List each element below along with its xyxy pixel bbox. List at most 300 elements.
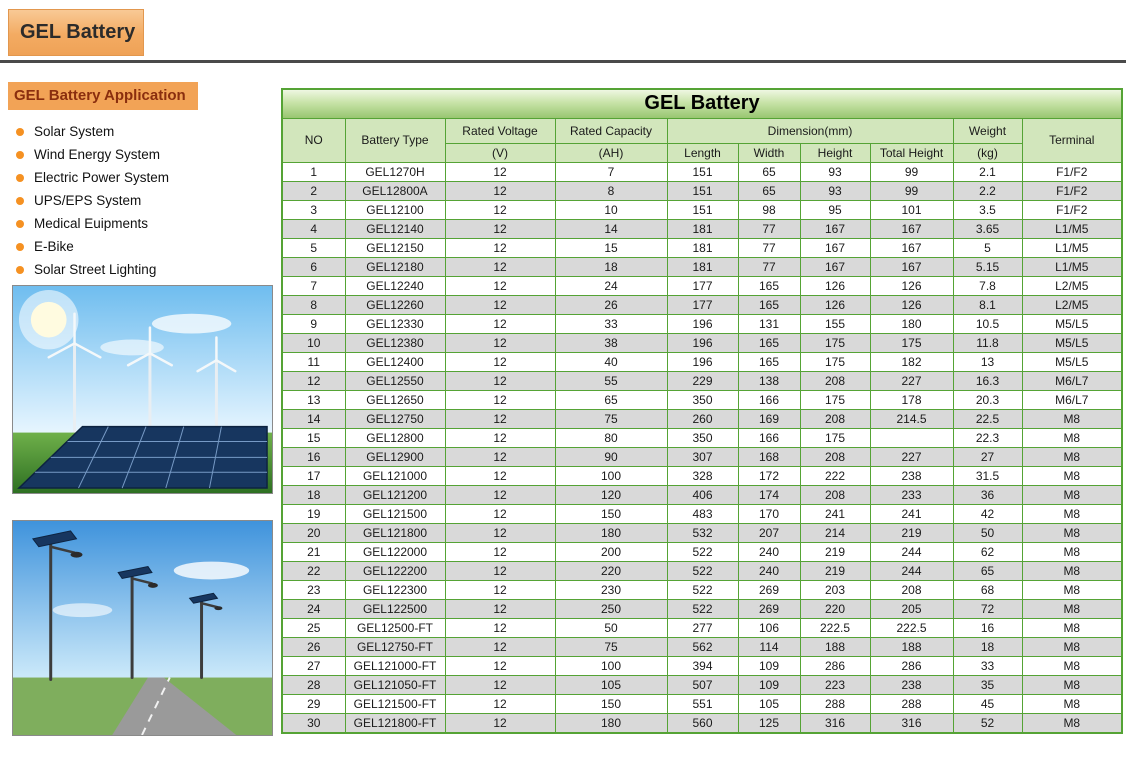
table-cell: 65 bbox=[738, 181, 800, 200]
table-cell: 100 bbox=[555, 466, 667, 485]
table-cell: 18 bbox=[555, 257, 667, 276]
table-cell: GEL122300 bbox=[345, 580, 445, 599]
table-cell: M6/L7 bbox=[1022, 390, 1122, 409]
bullet-icon bbox=[16, 174, 24, 182]
table-cell: 168 bbox=[738, 447, 800, 466]
table-cell: 220 bbox=[555, 561, 667, 580]
table-cell: 167 bbox=[800, 238, 870, 257]
col-header-total-height: Total Height bbox=[870, 143, 953, 162]
table-cell: 180 bbox=[555, 713, 667, 733]
table-cell: 50 bbox=[555, 618, 667, 637]
table-cell: 109 bbox=[738, 656, 800, 675]
table-cell: 238 bbox=[870, 675, 953, 694]
table-cell: GEL12260 bbox=[345, 295, 445, 314]
table-cell: 100 bbox=[555, 656, 667, 675]
table-cell: 4 bbox=[282, 219, 345, 238]
table-cell: 27 bbox=[953, 447, 1022, 466]
table-cell: 55 bbox=[555, 371, 667, 390]
table-cell: 98 bbox=[738, 200, 800, 219]
table-cell: 29 bbox=[282, 694, 345, 713]
table-cell: 175 bbox=[800, 428, 870, 447]
battery-spec-table-wrap bbox=[281, 88, 1121, 734]
table-row bbox=[282, 314, 1122, 333]
table-row bbox=[282, 504, 1122, 523]
table-row bbox=[282, 675, 1122, 694]
table-cell: 200 bbox=[555, 542, 667, 561]
table-row bbox=[282, 694, 1122, 713]
table-cell: 15 bbox=[282, 428, 345, 447]
table-cell: 12 bbox=[445, 637, 555, 656]
table-cell: 350 bbox=[667, 390, 738, 409]
table-cell: 3.65 bbox=[953, 219, 1022, 238]
table-cell: 12 bbox=[445, 409, 555, 428]
table-cell: 3.5 bbox=[953, 200, 1022, 219]
table-cell: 12 bbox=[445, 542, 555, 561]
table-cell: 5 bbox=[953, 238, 1022, 257]
table-cell: 16 bbox=[953, 618, 1022, 637]
table-cell: 12 bbox=[445, 295, 555, 314]
solar-panels-and-wind-turbines-photo bbox=[12, 285, 273, 494]
table-cell: 208 bbox=[800, 485, 870, 504]
table-cell: 24 bbox=[555, 276, 667, 295]
table-cell: 175 bbox=[870, 333, 953, 352]
table-cell: 31.5 bbox=[953, 466, 1022, 485]
table-cell: 17 bbox=[282, 466, 345, 485]
table-cell: 222 bbox=[800, 466, 870, 485]
table-cell: 12 bbox=[445, 599, 555, 618]
table-row bbox=[282, 238, 1122, 257]
table-cell: 151 bbox=[667, 181, 738, 200]
table-cell: 75 bbox=[555, 637, 667, 656]
table-cell: 22.3 bbox=[953, 428, 1022, 447]
table-cell: 208 bbox=[800, 409, 870, 428]
table-cell: 14 bbox=[282, 409, 345, 428]
table-cell: 12 bbox=[445, 181, 555, 200]
table-cell: 288 bbox=[870, 694, 953, 713]
bullet-icon bbox=[16, 197, 24, 205]
table-cell: 394 bbox=[667, 656, 738, 675]
col-header-rated-capacity: Rated Capacity bbox=[555, 118, 667, 143]
table-cell: GEL121000-FT bbox=[345, 656, 445, 675]
table-cell: 181 bbox=[667, 238, 738, 257]
top-divider bbox=[0, 60, 1126, 63]
table-cell: 77 bbox=[738, 219, 800, 238]
table-cell: 65 bbox=[738, 162, 800, 181]
table-cell: 219 bbox=[800, 561, 870, 580]
table-cell: 8 bbox=[282, 295, 345, 314]
bullet-icon bbox=[16, 128, 24, 136]
table-cell: 25 bbox=[282, 618, 345, 637]
table-cell: GEL12550 bbox=[345, 371, 445, 390]
table-cell: 11.8 bbox=[953, 333, 1022, 352]
application-list-item bbox=[8, 258, 280, 281]
table-cell: 30 bbox=[282, 713, 345, 733]
table-cell: 177 bbox=[667, 295, 738, 314]
table-cell: 244 bbox=[870, 542, 953, 561]
table-cell: GEL12240 bbox=[345, 276, 445, 295]
table-cell: 3 bbox=[282, 200, 345, 219]
table-cell: 167 bbox=[870, 257, 953, 276]
table-cell: 5 bbox=[282, 238, 345, 257]
table-header-row-1 bbox=[282, 118, 1122, 143]
application-header: GEL Battery Application bbox=[8, 82, 198, 110]
solar-street-lights-photo bbox=[12, 520, 273, 736]
table-cell: 5.15 bbox=[953, 257, 1022, 276]
table-cell bbox=[870, 428, 953, 447]
table-cell: GEL121200 bbox=[345, 485, 445, 504]
table-cell: 269 bbox=[738, 580, 800, 599]
table-cell: 42 bbox=[953, 504, 1022, 523]
table-cell: M8 bbox=[1022, 580, 1122, 599]
col-header-width: Width bbox=[738, 143, 800, 162]
table-cell: 167 bbox=[800, 257, 870, 276]
table-cell: F1/F2 bbox=[1022, 181, 1122, 200]
table-cell: 6 bbox=[282, 257, 345, 276]
table-cell: GEL12900 bbox=[345, 447, 445, 466]
table-row bbox=[282, 618, 1122, 637]
table-cell: L1/M5 bbox=[1022, 219, 1122, 238]
table-cell: GEL1270H bbox=[345, 162, 445, 181]
col-header-capacity-unit: (AH) bbox=[555, 143, 667, 162]
table-cell: 196 bbox=[667, 333, 738, 352]
table-cell: 532 bbox=[667, 523, 738, 542]
table-row bbox=[282, 257, 1122, 276]
table-cell: 11 bbox=[282, 352, 345, 371]
table-cell: 126 bbox=[800, 295, 870, 314]
table-cell: L2/M5 bbox=[1022, 295, 1122, 314]
table-row bbox=[282, 485, 1122, 504]
table-cell: L2/M5 bbox=[1022, 276, 1122, 295]
table-cell: GEL12400 bbox=[345, 352, 445, 371]
table-cell: 23 bbox=[282, 580, 345, 599]
table-cell: GEL122200 bbox=[345, 561, 445, 580]
table-row bbox=[282, 181, 1122, 200]
table-cell: M8 bbox=[1022, 466, 1122, 485]
table-cell: 172 bbox=[738, 466, 800, 485]
table-cell: 167 bbox=[800, 219, 870, 238]
table-cell: 155 bbox=[800, 314, 870, 333]
table-cell: 169 bbox=[738, 409, 800, 428]
table-row bbox=[282, 219, 1122, 238]
table-cell: 21 bbox=[282, 542, 345, 561]
table-row bbox=[282, 561, 1122, 580]
table-cell: 138 bbox=[738, 371, 800, 390]
table-cell: 196 bbox=[667, 314, 738, 333]
table-cell: 126 bbox=[870, 295, 953, 314]
table-cell: 522 bbox=[667, 542, 738, 561]
table-row bbox=[282, 447, 1122, 466]
table-cell: 167 bbox=[870, 238, 953, 257]
table-cell: 250 bbox=[555, 599, 667, 618]
table-cell: 20.3 bbox=[953, 390, 1022, 409]
table-cell: 522 bbox=[667, 599, 738, 618]
table-cell: GEL121050-FT bbox=[345, 675, 445, 694]
table-cell: 12 bbox=[445, 352, 555, 371]
table-cell: 240 bbox=[738, 542, 800, 561]
table-cell: 12 bbox=[445, 447, 555, 466]
table-title-row bbox=[282, 89, 1122, 118]
table-cell: M5/L5 bbox=[1022, 314, 1122, 333]
table-cell: GEL122500 bbox=[345, 599, 445, 618]
table-cell: 12 bbox=[445, 371, 555, 390]
table-cell: 15 bbox=[555, 238, 667, 257]
application-item-label: E-Bike bbox=[34, 239, 74, 254]
table-cell: 522 bbox=[667, 561, 738, 580]
table-cell: 12 bbox=[445, 314, 555, 333]
table-cell: 109 bbox=[738, 675, 800, 694]
table-cell: 12 bbox=[445, 466, 555, 485]
table-cell: L1/M5 bbox=[1022, 257, 1122, 276]
table-row bbox=[282, 637, 1122, 656]
table-row bbox=[282, 466, 1122, 485]
col-header-rated-voltage: Rated Voltage bbox=[445, 118, 555, 143]
table-row bbox=[282, 162, 1122, 181]
table-cell: 241 bbox=[800, 504, 870, 523]
table-cell: 12 bbox=[445, 504, 555, 523]
table-cell: M8 bbox=[1022, 428, 1122, 447]
col-header-dimension: Dimension(mm) bbox=[667, 118, 953, 143]
table-cell: M6/L7 bbox=[1022, 371, 1122, 390]
table-cell: 205 bbox=[870, 599, 953, 618]
table-cell: 33 bbox=[555, 314, 667, 333]
table-cell: L1/M5 bbox=[1022, 238, 1122, 257]
table-cell: 9 bbox=[282, 314, 345, 333]
table-cell: 182 bbox=[870, 352, 953, 371]
table-cell: GEL12330 bbox=[345, 314, 445, 333]
table-cell: GEL12500-FT bbox=[345, 618, 445, 637]
table-cell: 2.2 bbox=[953, 181, 1022, 200]
table-cell: GEL121800-FT bbox=[345, 713, 445, 733]
table-cell: 7 bbox=[282, 276, 345, 295]
table-cell: 170 bbox=[738, 504, 800, 523]
table-cell: 233 bbox=[870, 485, 953, 504]
table-cell: 65 bbox=[953, 561, 1022, 580]
table-cell: M8 bbox=[1022, 485, 1122, 504]
table-cell: 483 bbox=[667, 504, 738, 523]
table-cell: 165 bbox=[738, 352, 800, 371]
application-list-item bbox=[8, 166, 280, 189]
table-cell: M8 bbox=[1022, 561, 1122, 580]
table-cell: 307 bbox=[667, 447, 738, 466]
table-cell: 180 bbox=[555, 523, 667, 542]
table-cell: 196 bbox=[667, 352, 738, 371]
table-cell: 105 bbox=[555, 675, 667, 694]
table-cell: 12 bbox=[445, 675, 555, 694]
table-cell: M8 bbox=[1022, 637, 1122, 656]
application-list-item bbox=[8, 143, 280, 166]
table-cell: GEL12800A bbox=[345, 181, 445, 200]
table-cell: 77 bbox=[738, 238, 800, 257]
application-item-label: Solar Street Lighting bbox=[34, 262, 157, 277]
table-cell: 12 bbox=[445, 390, 555, 409]
battery-table-body bbox=[282, 162, 1122, 733]
table-cell: 12 bbox=[445, 580, 555, 599]
table-cell: 8 bbox=[555, 181, 667, 200]
table-cell: 166 bbox=[738, 428, 800, 447]
table-cell: 244 bbox=[870, 561, 953, 580]
table-cell: 165 bbox=[738, 276, 800, 295]
table-cell: 222.5 bbox=[870, 618, 953, 637]
table-cell: 208 bbox=[800, 447, 870, 466]
table-cell: GEL121500 bbox=[345, 504, 445, 523]
table-cell: 175 bbox=[800, 333, 870, 352]
table-cell: 181 bbox=[667, 219, 738, 238]
table-cell: 188 bbox=[870, 637, 953, 656]
table-cell: GEL121500-FT bbox=[345, 694, 445, 713]
table-cell: 16.3 bbox=[953, 371, 1022, 390]
table-cell: 90 bbox=[555, 447, 667, 466]
table-row bbox=[282, 599, 1122, 618]
table-cell: F1/F2 bbox=[1022, 200, 1122, 219]
table-row bbox=[282, 580, 1122, 599]
col-header-no: NO bbox=[282, 118, 345, 162]
table-cell: 150 bbox=[555, 694, 667, 713]
table-cell: 93 bbox=[800, 181, 870, 200]
table-cell: M8 bbox=[1022, 618, 1122, 637]
table-cell: 240 bbox=[738, 561, 800, 580]
table-cell: 13 bbox=[953, 352, 1022, 371]
table-cell: 10 bbox=[555, 200, 667, 219]
col-header-voltage-unit: (V) bbox=[445, 143, 555, 162]
table-row bbox=[282, 390, 1122, 409]
application-list-item bbox=[8, 120, 280, 143]
table-cell: M8 bbox=[1022, 599, 1122, 618]
table-cell: M5/L5 bbox=[1022, 333, 1122, 352]
table-cell: 178 bbox=[870, 390, 953, 409]
table-cell: 12 bbox=[445, 694, 555, 713]
table-cell: 214 bbox=[800, 523, 870, 542]
table-cell: 277 bbox=[667, 618, 738, 637]
bullet-icon bbox=[16, 151, 24, 159]
application-item-label: Electric Power System bbox=[34, 170, 170, 185]
brand-title-box bbox=[8, 9, 144, 56]
table-cell: 560 bbox=[667, 713, 738, 733]
application-item-label: Wind Energy System bbox=[34, 147, 161, 162]
table-cell: 214.5 bbox=[870, 409, 953, 428]
table-cell: M5/L5 bbox=[1022, 352, 1122, 371]
table-cell: 316 bbox=[800, 713, 870, 733]
table-cell: 8.1 bbox=[953, 295, 1022, 314]
table-cell: 286 bbox=[870, 656, 953, 675]
col-header-weight-unit: (kg) bbox=[953, 143, 1022, 162]
table-cell: 101 bbox=[870, 200, 953, 219]
bullet-icon bbox=[16, 243, 24, 251]
table-cell: 220 bbox=[800, 599, 870, 618]
table-cell: 288 bbox=[800, 694, 870, 713]
table-row bbox=[282, 428, 1122, 447]
table-cell: 114 bbox=[738, 637, 800, 656]
table-cell: 12 bbox=[445, 428, 555, 447]
table-cell: GEL12150 bbox=[345, 238, 445, 257]
table-cell: GEL12140 bbox=[345, 219, 445, 238]
table-cell: 62 bbox=[953, 542, 1022, 561]
table-cell: 72 bbox=[953, 599, 1022, 618]
table-cell: 80 bbox=[555, 428, 667, 447]
table-cell: 99 bbox=[870, 181, 953, 200]
table-cell: 238 bbox=[870, 466, 953, 485]
table-cell: 93 bbox=[800, 162, 870, 181]
table-cell: 126 bbox=[800, 276, 870, 295]
table-cell: 180 bbox=[870, 314, 953, 333]
table-cell: 406 bbox=[667, 485, 738, 504]
table-cell: 12 bbox=[445, 276, 555, 295]
table-cell: 562 bbox=[667, 637, 738, 656]
table-cell: 105 bbox=[738, 694, 800, 713]
table-cell: GEL12800 bbox=[345, 428, 445, 447]
table-cell: 38 bbox=[555, 333, 667, 352]
table-cell: 16 bbox=[282, 447, 345, 466]
bullet-icon bbox=[16, 266, 24, 274]
table-cell: 22 bbox=[282, 561, 345, 580]
table-cell: 12 bbox=[445, 561, 555, 580]
table-cell: 12 bbox=[445, 238, 555, 257]
table-row bbox=[282, 713, 1122, 733]
table-cell: 7 bbox=[555, 162, 667, 181]
table-cell: M8 bbox=[1022, 523, 1122, 542]
table-cell: 95 bbox=[800, 200, 870, 219]
table-cell: 18 bbox=[282, 485, 345, 504]
table-cell: 126 bbox=[870, 276, 953, 295]
table-cell: 165 bbox=[738, 333, 800, 352]
table-cell: 77 bbox=[738, 257, 800, 276]
table-cell: 2.1 bbox=[953, 162, 1022, 181]
table-cell: M8 bbox=[1022, 713, 1122, 733]
table-cell: 28 bbox=[282, 675, 345, 694]
table-cell: 12 bbox=[445, 333, 555, 352]
table-cell: 188 bbox=[800, 637, 870, 656]
table-cell: 52 bbox=[953, 713, 1022, 733]
table-row bbox=[282, 371, 1122, 390]
table-cell: 10 bbox=[282, 333, 345, 352]
table-cell: 269 bbox=[738, 599, 800, 618]
table-cell: 36 bbox=[953, 485, 1022, 504]
table-row bbox=[282, 295, 1122, 314]
table-title: GEL Battery bbox=[282, 89, 1122, 118]
table-cell: 68 bbox=[953, 580, 1022, 599]
table-cell: 551 bbox=[667, 694, 738, 713]
application-list-item bbox=[8, 212, 280, 235]
solar-wind-illustration bbox=[13, 286, 272, 493]
table-cell: 75 bbox=[555, 409, 667, 428]
brand-title: GEL Battery bbox=[20, 21, 136, 43]
table-cell: 316 bbox=[870, 713, 953, 733]
col-header-terminal: Terminal bbox=[1022, 118, 1122, 162]
bullet-icon bbox=[16, 220, 24, 228]
table-cell: 19 bbox=[282, 504, 345, 523]
application-list-item bbox=[8, 235, 280, 258]
table-cell: 260 bbox=[667, 409, 738, 428]
table-cell: 125 bbox=[738, 713, 800, 733]
table-cell: 12 bbox=[445, 523, 555, 542]
table-cell: 203 bbox=[800, 580, 870, 599]
table-cell: 227 bbox=[870, 371, 953, 390]
table-cell: F1/F2 bbox=[1022, 162, 1122, 181]
table-cell: 219 bbox=[870, 523, 953, 542]
table-cell: 18 bbox=[953, 637, 1022, 656]
table-cell: 10.5 bbox=[953, 314, 1022, 333]
table-cell: 26 bbox=[555, 295, 667, 314]
col-header-length: Length bbox=[667, 143, 738, 162]
table-cell: 22.5 bbox=[953, 409, 1022, 428]
table-cell: 131 bbox=[738, 314, 800, 333]
table-cell: 12 bbox=[445, 713, 555, 733]
table-cell: M8 bbox=[1022, 694, 1122, 713]
application-list bbox=[8, 120, 280, 281]
table-cell: 33 bbox=[953, 656, 1022, 675]
table-cell: M8 bbox=[1022, 656, 1122, 675]
table-cell: 12 bbox=[282, 371, 345, 390]
table-cell: GEL122000 bbox=[345, 542, 445, 561]
